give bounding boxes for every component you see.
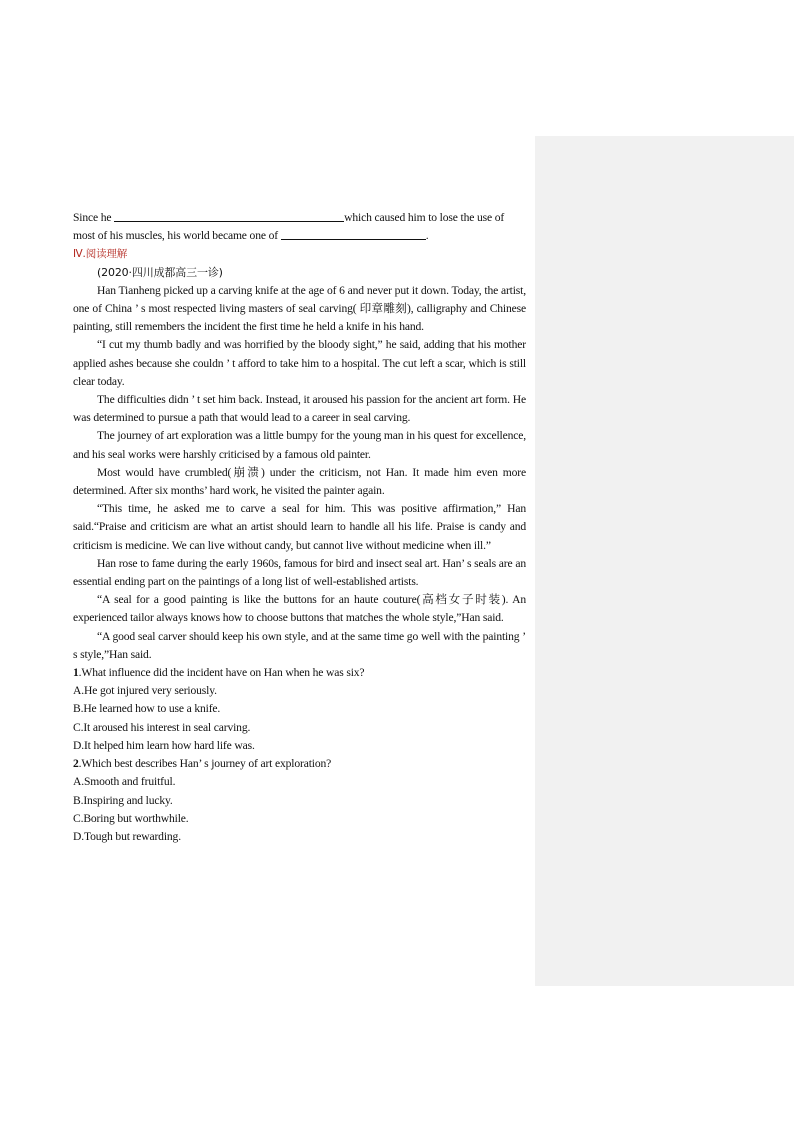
fill-in-line1-start: Since he <box>73 211 115 224</box>
question-2-number: 2 <box>73 757 79 771</box>
question-2-option-d: D.Tough but rewarding. <box>73 829 181 843</box>
passage-paragraph-9: “A good seal carver should keep his own style, and at the same time go well with the painting ’ s style,”Han said. <box>73 629 526 661</box>
passage-paragraph-3: The difficulties didn ’ t set him back. Instead, it aroused his passion for the ancient art form. He was determined to pursue a path that would lead to a career in seal carving. <box>73 393 526 425</box>
fill-in-line2-start: most of his muscles, his world became one of <box>73 229 281 243</box>
passage-paragraph-4: The journey of art exploration was a little bumpy for the young man in his quest for excellence, and his seal works were harshly criticised by a famous old painter. <box>73 429 526 461</box>
question-2-option-b: B.Inspiring and lucky. <box>73 793 173 807</box>
question-2 <box>73 755 526 773</box>
answer-blank-2[interactable] <box>281 227 426 240</box>
answer-blank-1[interactable] <box>114 209 344 222</box>
passage-paragraph-2: “I cut my thumb badly and was horrified by the bloody sight,” he said, adding that his mother applied ashes because she couldn ’ t afford to take him to a hospital. The cut left a scar, which is still clear today. <box>73 338 526 388</box>
passage-paragraph-5: Most would have crumbled(崩溃) under the criticism, not Han. It made him even more determined. After six months’ hard work, he visited the painter again. <box>73 465 526 498</box>
passage-paragraph-6: “This time, he asked me to carve a seal for him. This was positive affirmation,” Han said.“Praise and criticism are what an artist should learn to handle all his life. Praise is candy and criticism is medicine. We can live without candy, but cannot live without medicine when ill.” <box>73 502 526 552</box>
question-1 <box>73 664 526 682</box>
question-2-text: .Which best describes Han’ s journey of art exploration? <box>78 757 332 771</box>
fill-in-line-2 <box>73 227 526 245</box>
question-1-option-d: D.It helped him learn how hard life was. <box>73 738 255 752</box>
section-title: Ⅳ.阅读理解 <box>73 248 128 261</box>
comment-pane <box>535 136 794 986</box>
question-2-option-a: A.Smooth and fruitful. <box>73 775 176 789</box>
fill-in-line1-end: which caused him to lose the use of <box>344 211 505 224</box>
question-1-option-a: A.He got injured very seriously. <box>73 684 217 698</box>
fill-in-line-1 <box>73 209 526 227</box>
passage-paragraph-7: Han rose to fame during the early 1960s, famous for bird and insect seal art. Han’ s seals are an essential ending part on the paintings of a long list of well-established artists. <box>73 556 526 589</box>
question-1-text: .What influence did the incident have on Han when he was six? <box>78 666 365 680</box>
fill-in-line2-end: . <box>425 229 429 243</box>
passage-source: (2020·四川成都高三一诊) <box>97 265 223 279</box>
passage-paragraph-8: “A seal for a good painting is like the buttons for an haute couture(高档女子时装). An experienced tailor always knows how to choose buttons that matches the whole style,”Han said. <box>73 593 526 625</box>
question-1-number: 1 <box>73 666 79 680</box>
question-1-option-c: C.It aroused his interest in seal carving. <box>73 720 251 734</box>
document-body <box>73 209 526 846</box>
question-2-option-c: C.Boring but worthwhile. <box>73 811 189 825</box>
question-1-option-b: B.He learned how to use a knife. <box>73 702 221 716</box>
passage-paragraph-1: Han Tianheng picked up a carving knife at the age of 6 and never put it down. Today, the artist, one of China ’ s most respected living masters of seal carving( 印章雕刻), calligraphy and Chinese painting, still remembers the incident the first time he held a knife in his hand. <box>73 283 526 334</box>
